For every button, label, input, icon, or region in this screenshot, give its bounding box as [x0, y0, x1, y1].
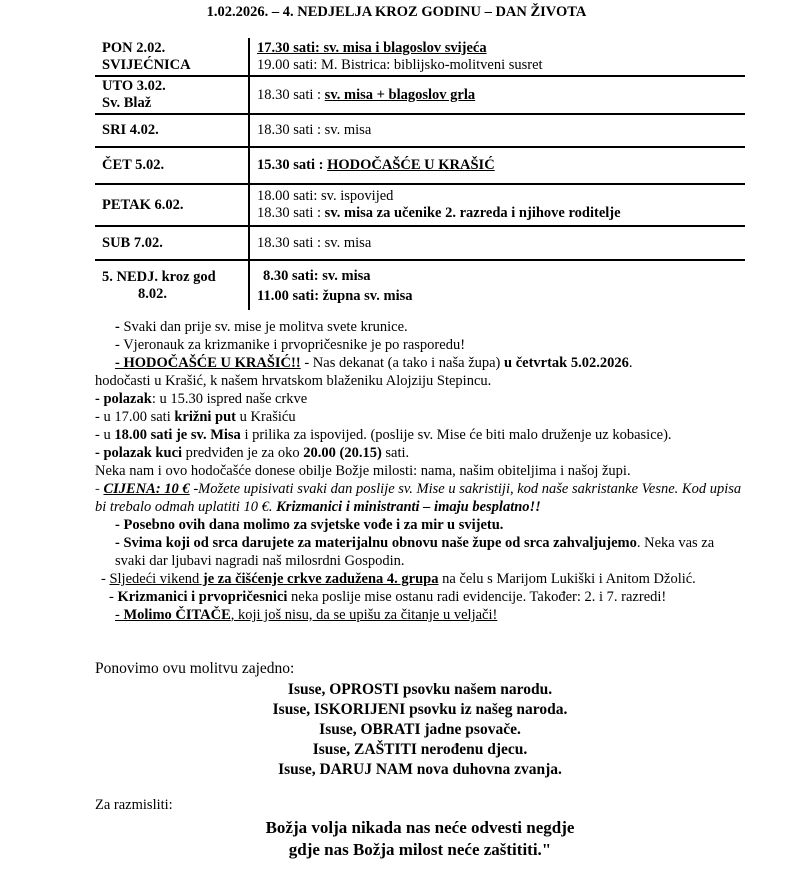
event-time: 18.30 sati : — [257, 205, 325, 221]
day-cell — [95, 76, 249, 114]
prayer-line: Isuse, DARUJ NAM nova duhovna zvanja. — [278, 761, 562, 778]
announcement: hodočasti u Krašić, k našem hrvatskom blaženiku Alojziju Stepincu. — [95, 373, 492, 389]
table-row — [95, 147, 745, 184]
prayer-line: Isuse, ZAŠTITI nerođenu djecu. — [312, 741, 528, 758]
announcement: - Krizmanici i prvopričesnici neka poslije mise ostanu radi evidencije. Također: 2. i 7. razredi! — [109, 589, 667, 605]
announcement: - Posebno ovih dana molimo za svjetske vođe i za mir u svijetu. — [115, 517, 504, 533]
announcements — [95, 318, 745, 624]
prayer-intro: Ponovimo ovu molitvu zajedno: — [95, 660, 295, 677]
announcement: - u 18.00 sati je sv. Misa i prilika za ispovijed. (poslije sv. Mise će biti malo druženje uz kobasice). — [95, 427, 672, 443]
event-time: 18.30 sati : — [257, 86, 325, 103]
day-label: SUB 7.02. — [95, 226, 249, 260]
day-sublabel: SVIJEĆNICA — [102, 56, 191, 73]
announcement: - Svima koji od srca darujete za materijalnu obnovu naše župe od srca zahvaljujemo. Neka vas za svaki dar ljubavi nagradi naš milosrdni Gospodin. — [115, 535, 715, 569]
table-row — [95, 184, 745, 226]
event-time: 15.30 sati : — [257, 157, 328, 173]
event-cell — [249, 147, 745, 184]
announcement: Neka nam i ovo hodočašće donese obilje Božje milosti: nama, našim obiteljima i našoj župi. — [95, 463, 631, 479]
prayer-line: Isuse, OPROSTI psovku našem narodu. — [287, 681, 553, 698]
prayer-line: Isuse, ISKORIJENI psovku iz našeg naroda. — [272, 701, 568, 718]
event-line — [257, 205, 745, 222]
quote-line: Božja volja nikada nas neće odvesti negdje — [265, 818, 575, 837]
table-row — [95, 114, 745, 147]
announcement: - Sljedeći vikend je za čišćenje crkve zadužena 4. grupa na čelu s Marijom Lukiški i Anitom Džolić. — [101, 571, 696, 587]
event-text: sv. misa + blagoslov grla — [324, 86, 476, 103]
announcement: - polazak: u 15.30 ispred naše crkve — [95, 391, 308, 407]
day-label: 5. NEDJ. kroz god — [102, 268, 216, 285]
day-sublabel: 8.02. — [138, 285, 167, 302]
event-line: 17.30 sati: sv. misa i blagoslov svijeća — [257, 39, 487, 56]
day-label: PETAK 6.02. — [95, 184, 249, 226]
reflection-quote — [95, 817, 745, 861]
day-label: ČET 5.02. — [95, 147, 249, 184]
reflection-label: Za razmisliti: — [95, 797, 173, 813]
day-label: PON 2.02. — [102, 39, 166, 56]
day-label: SRI 4.02. — [95, 114, 249, 147]
event-line: 8.30 sati: sv. misa — [263, 267, 371, 284]
day-sublabel: Sv. Blaž — [102, 95, 152, 111]
announcement: - Molimo ČITAČE, koji još nisu, da se upišu za čitanje u veljači! — [115, 607, 498, 623]
table-row — [95, 76, 745, 114]
event-line: 18.00 sati: sv. ispovijed — [257, 188, 394, 204]
event-cell — [249, 260, 745, 310]
event-text: sv. misa za učenike 2. razreda i njihove roditelje — [324, 205, 621, 221]
quote-line: gdje nas Božja milost neće zaštititi." — [288, 840, 552, 859]
event-line: 11.00 sati: župna sv. misa — [257, 287, 413, 304]
prayer-line: Isuse, OBRATI jadne psovače. — [319, 721, 521, 738]
table-row — [95, 38, 745, 76]
announcement: - Svaki dan prije sv. mise je molitva svete krunice. — [115, 319, 408, 335]
event-text: HODOČAŠĆE U KRAŠIĆ — [327, 157, 495, 173]
table-row — [95, 260, 745, 310]
day-cell — [95, 260, 249, 310]
announcement: - CIJENA: 10 € -Možete upisivati svaki dan poslije sv. Mise u sakristiji, kod naše sakristanke Vesne. Kod upisa bi trebalo odmah uplatiti 10 €. Krizmanici i ministranti – imaju besplatno!! — [95, 481, 742, 515]
page-title: 1.02.2026. – 4. NEDJELJA KROZ GODINU – DAN ŽIVOTA — [206, 4, 587, 20]
schedule-table — [95, 38, 745, 310]
event-cell — [249, 38, 745, 76]
event-line: 19.00 sati: M. Bistrica: biblijsko-molitveni susret — [257, 56, 543, 73]
table-row — [95, 226, 745, 260]
event-cell — [249, 76, 745, 114]
event-cell: 18.30 sati : sv. misa — [249, 114, 745, 147]
event-cell: 18.30 sati : sv. misa — [249, 226, 745, 260]
announcement: - polazak kuci predviđen je za oko 20.00 (20.15) sati. — [95, 445, 410, 461]
announcement: - HODOČAŠĆE U KRAŠIĆ!! - Nas dekanat (a tako i naša župa) u četvrtak 5.02.2026. — [115, 355, 633, 371]
day-cell — [95, 38, 249, 76]
announcement: - u 17.00 sati križni put u Krašiću — [95, 409, 296, 425]
event-cell — [249, 184, 745, 226]
announcement: - Vjeronauk za krizmanike i prvopričesnike je po rasporedu! — [115, 337, 466, 353]
prayer — [95, 680, 745, 780]
day-label: UTO 3.02. — [102, 78, 166, 94]
